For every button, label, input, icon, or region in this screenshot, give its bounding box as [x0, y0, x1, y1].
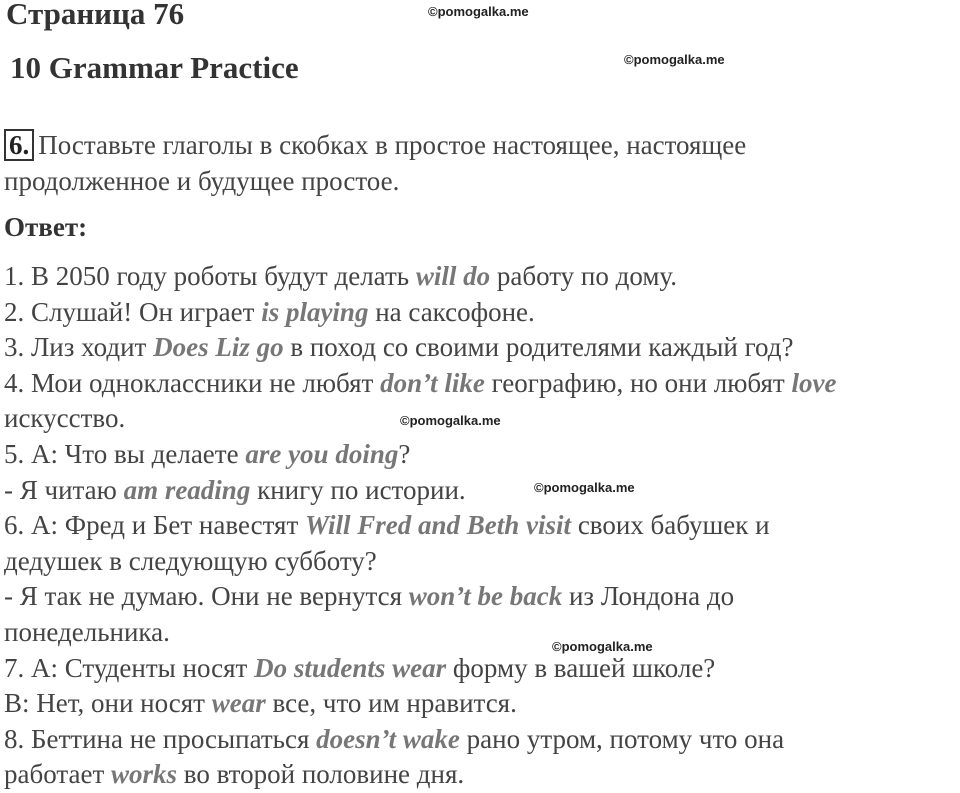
answer-text: все, что им нравится.: [265, 688, 517, 719]
answer-text: 4. Мои одноклассники не любят: [4, 367, 381, 398]
answer-line: [4, 366, 960, 402]
answer-line: [4, 437, 960, 473]
watermark: ©pomogalka.me: [534, 480, 635, 495]
answer-verb: Does Liz go: [153, 332, 284, 363]
answer-heading: Ответ:: [4, 212, 88, 242]
answer-text: 1. В 2050 году роботы будут делать: [4, 261, 416, 291]
answer-text: В: Нет, они носят: [4, 688, 212, 719]
answer-text: 8. Беттина не просыпаться: [4, 723, 317, 754]
page-title: Страница 76: [6, 0, 185, 31]
answer-line: [4, 544, 960, 580]
answer-verb: won’t be back: [408, 581, 563, 612]
section-title: 10 Grammar Practice: [10, 50, 299, 85]
answer-verb: love: [791, 367, 837, 398]
answer-line: [4, 722, 960, 758]
watermark: ©pomogalka.me: [428, 4, 529, 19]
answer-text: 3. Лиз ходит: [4, 332, 154, 363]
answer-text: понедельника.: [4, 616, 170, 647]
answer-text: форму в вашей школе?: [446, 652, 716, 683]
answer-text: ?: [398, 438, 411, 469]
answer-line: [4, 615, 960, 651]
answer-text: 6. А: Фред и Бет навестят: [4, 510, 306, 541]
answer-text: - Я читаю: [4, 474, 124, 505]
answer-verb: is playing: [261, 296, 369, 327]
answer-text: 5. А: Что вы делаете: [4, 438, 246, 469]
answer-text: из Лондона до: [562, 581, 735, 612]
answer-text: своих бабушек и: [571, 510, 770, 541]
answer-text: на саксофоне.: [368, 296, 535, 327]
answer-verb: works: [111, 759, 178, 790]
answer-line: [4, 579, 960, 615]
answer-line: [4, 686, 960, 722]
answer-verb: don’t like: [380, 367, 485, 398]
task-instruction: [4, 127, 954, 199]
answer-text: в поход со своими родителями каждый год?: [283, 332, 794, 363]
answer-text: работает: [4, 759, 112, 790]
answer-text: искусство.: [4, 403, 126, 434]
answer-line: [4, 508, 960, 544]
watermark: ©pomogalka.me: [624, 52, 725, 67]
answer-text: 2. Слушай! Он играет: [4, 296, 262, 327]
answer-text: во второй половине дня.: [177, 759, 465, 790]
answer-line: [4, 259, 960, 295]
answer-text: рано утром, потому что она: [459, 723, 785, 754]
answer-text: географию, но они любят: [484, 367, 792, 398]
task-text: продолженное и будущее простое.: [4, 166, 400, 196]
answer-text: - Я так не думаю. Они не вернутся: [4, 581, 409, 612]
answer-verb: doesn’t wake: [316, 723, 460, 754]
answer-line: [4, 295, 960, 331]
answer-verb: wear: [211, 688, 266, 719]
answer-list: [4, 259, 960, 793]
watermark: ©pomogalka.me: [400, 413, 501, 428]
answer-line: [4, 651, 960, 687]
answer-verb: am reading: [123, 474, 251, 505]
task-number: 6.: [4, 129, 34, 161]
answer-text: 7. А: Студенты носят: [4, 652, 255, 683]
answer-text: дедушек в следующую субботу?: [4, 545, 377, 576]
answer-verb: Do students wear: [254, 652, 447, 683]
answer-line: [4, 757, 960, 793]
answer-text: работу по дому.: [490, 261, 677, 291]
answer-text: книгу по истории.: [250, 474, 466, 505]
answer-verb: are you doing: [245, 438, 399, 469]
answer-line: [4, 330, 960, 366]
answer-line: [4, 473, 960, 509]
task-text: Поставьте глаголы в скобках в простое настоящее, настоящее: [38, 130, 747, 160]
answer-verb: Will Fred and Beth visit: [305, 510, 572, 541]
watermark: ©pomogalka.me: [552, 639, 653, 654]
answer-verb: will do: [415, 261, 491, 291]
